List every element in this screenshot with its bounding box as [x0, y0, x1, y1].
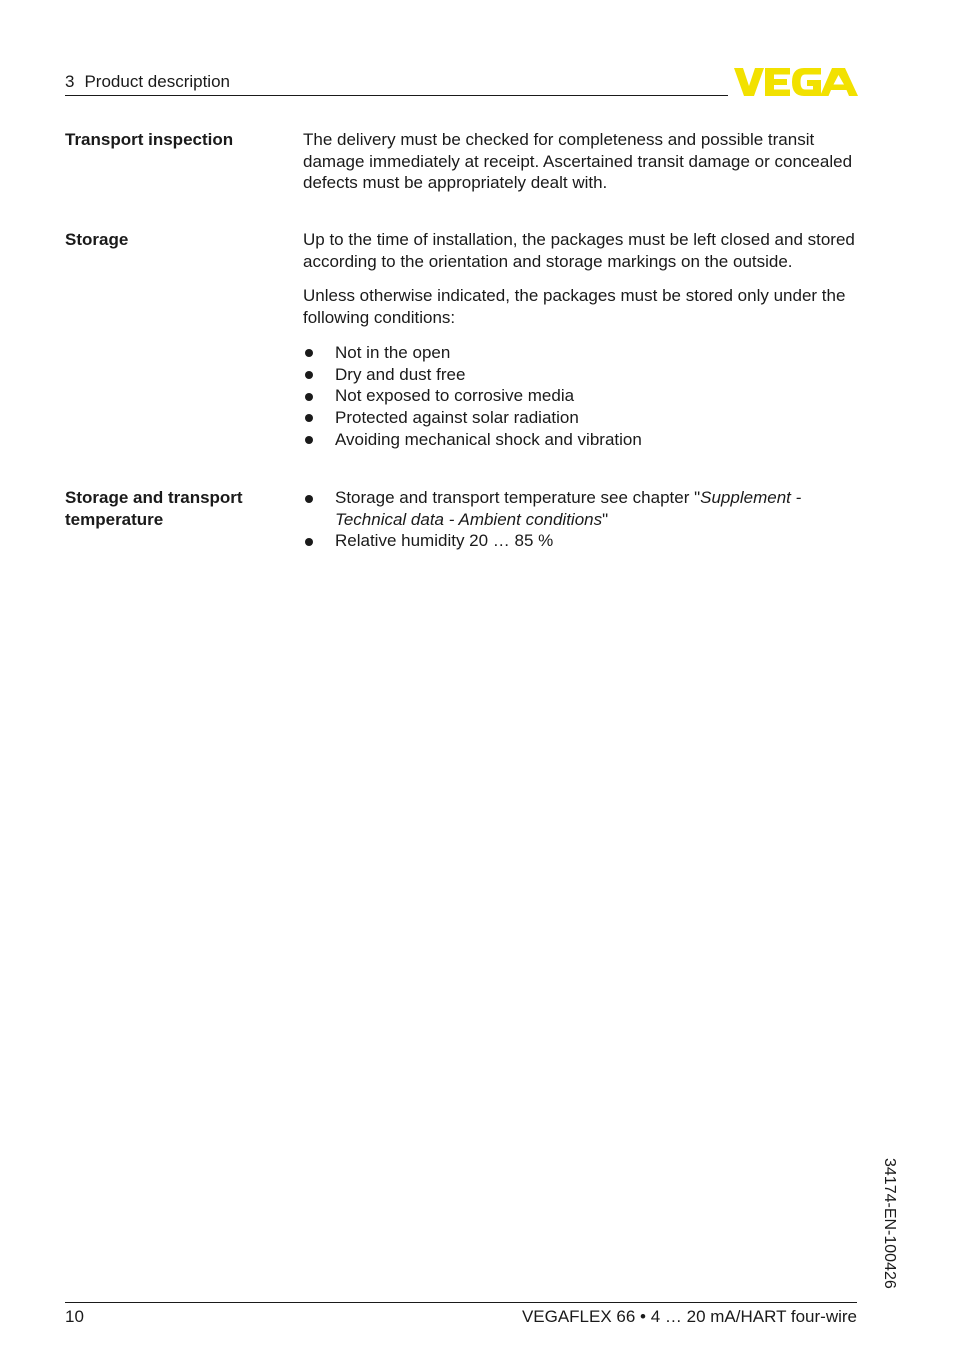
text-span: " [602, 509, 609, 529]
list-item: Avoiding mechanical shock and vibration [303, 429, 859, 451]
list-item: Protected against solar radiation [303, 407, 859, 429]
storage-paragraph-2: Unless otherwise indicated, the packages must be stored only under the following conditions: [303, 286, 846, 328]
transport-inspection-heading: Transport inspection [65, 130, 234, 149]
storage-conditions-list [303, 342, 859, 451]
vega-logo [734, 66, 858, 98]
header-rule [65, 95, 728, 96]
page-number: 10 [65, 1307, 84, 1326]
list-item: Relative humidity 20 … 85 % [303, 530, 859, 552]
product-name: VEGAFLEX 66 • 4 … 20 mA/HART four-wire [521, 1307, 857, 1326]
storage-paragraph-1: Up to the time of installation, the packages must be left closed and stored according to the orientation and storage markings on the outside. [303, 230, 855, 271]
chapter-number: 3 [65, 72, 75, 91]
storage-temperature-heading [65, 487, 285, 530]
text-span: Storage and transport temperature see chapter " [335, 488, 701, 507]
chapter-reference: Supplement - Technical data - Ambient conditions [335, 488, 802, 529]
list-item: Dry and dust free [303, 364, 859, 386]
list-item: Not exposed to corrosive media [303, 385, 859, 407]
heading-line: Storage and transport [65, 488, 243, 507]
footer-rule [65, 1302, 857, 1303]
document-number: 34174-EN-100426 [881, 1158, 898, 1289]
transport-inspection-text: The delivery must be checked for completeness and possible transit damage immediately at receipt. Ascertained transit damage or concealed defects must be appropriately dealt with. [303, 130, 853, 193]
heading-line: temperature [65, 509, 164, 529]
running-header [65, 71, 230, 93]
list-item [303, 487, 859, 530]
list-item: Not in the open [303, 342, 859, 364]
chapter-title: Product description [84, 72, 230, 91]
storage-heading: Storage [65, 230, 129, 249]
temperature-list [303, 487, 859, 552]
